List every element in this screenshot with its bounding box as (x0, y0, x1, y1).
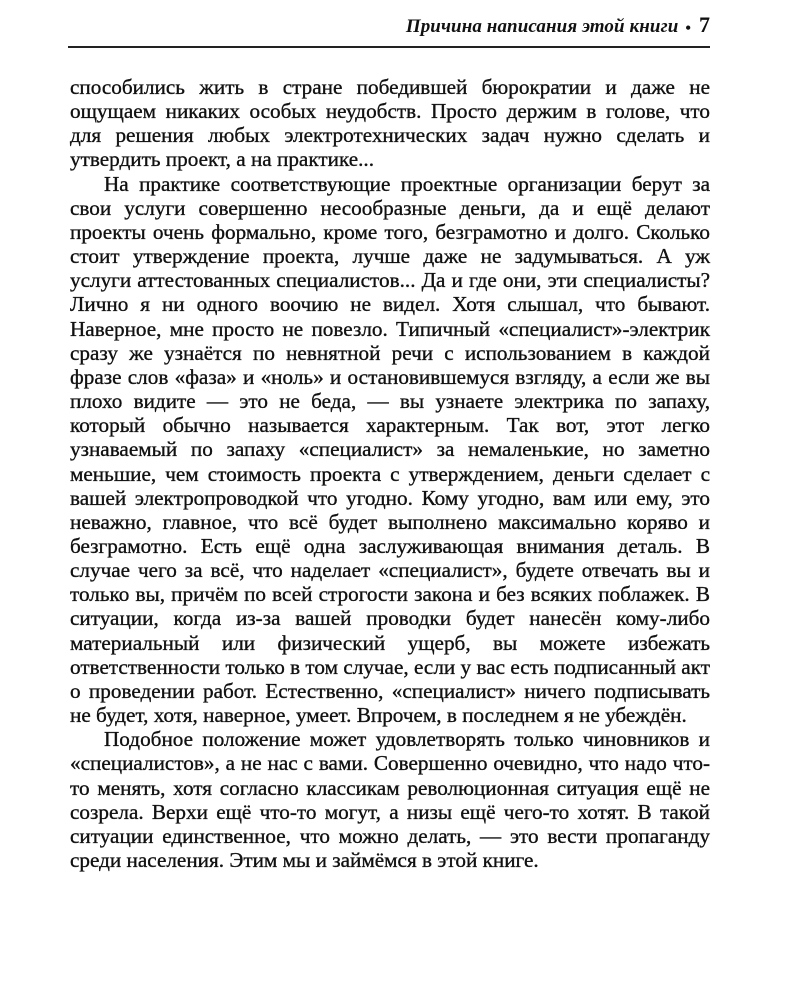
header-bullet: • (685, 20, 691, 37)
running-header (68, 14, 710, 48)
page-number: 7 (699, 12, 710, 37)
running-title: Причина написания этой книги (405, 16, 679, 37)
paragraph-continuation: способились жить в стране победившей бюрократии и даже не ощущаем никаких особых неудобств. Просто держим в голове, что для решения любых электротехнических задач нужно сделать и утвердить проект, а на практике... (70, 75, 710, 172)
body-text (70, 75, 710, 872)
paragraph: На практике соответствующие проектные организации берут за свои услуги совершенно несообразные деньги, да и ещё делают проекты очень формально, кроме того, безграмотно и долго. Сколько стоит утверждение проекта, лучше даже не задумываться. А уж услуги аттестованных специалистов... Да и где они, эти специалисты? Лично я ни одного воочию не видел. Хотя слышал, что бывают. Наверное, мне просто не повезло. Типичный «специалист»-электрик сразу же узнаётся по невнятной речи с использованием в каждой фразе слов «фаза» и «ноль» и остановившемуся взгляду, а если же вы плохо видите — это не беда, — вы узнаете электрика по запаху, который обычно называется характерным. Так вот, этот легко узнаваемый по запаху «специалист» за немаленькие, но заметно меньшие, чем стоимость проекта с утверждением, деньги сделает с вашей электропроводкой что угодно. Кому угодно, вам или ему, это неважно, главное, что всё будет выполнено максимально коряво и безграмотно. Есть ещё одна заслуживающая внимания деталь. В случае чего за всё, что наделает «специалист», будете отвечать вы и только вы, причём по всей строгости закона и без всяких поблажек. В ситуации, когда из-за вашей проводки будет нанесён кому-либо материальный или физический ущерб, вы можете избежать ответственности только в том случае, если у вас есть подписанный акт о проведении работ. Естественно, «специалист» ничего подписывать не будет, хотя, наверное, умеет. Впрочем, в последнем я не убеждён. (70, 171, 710, 728)
paragraph: Подобное положение может удовлетворять только чиновников и «специалистов», а не нас с вами. Совершенно очевидно, что надо что-то менять, хотя согласно классикам революционная ситуация ещё не созрела. Верхи ещё что-то могут, а низы ещё чего-то хотят. В такой ситуации единственное, что можно делать, — это вести пропаганду среди населения. Этим мы и займёмся в этой книге. (70, 727, 710, 872)
